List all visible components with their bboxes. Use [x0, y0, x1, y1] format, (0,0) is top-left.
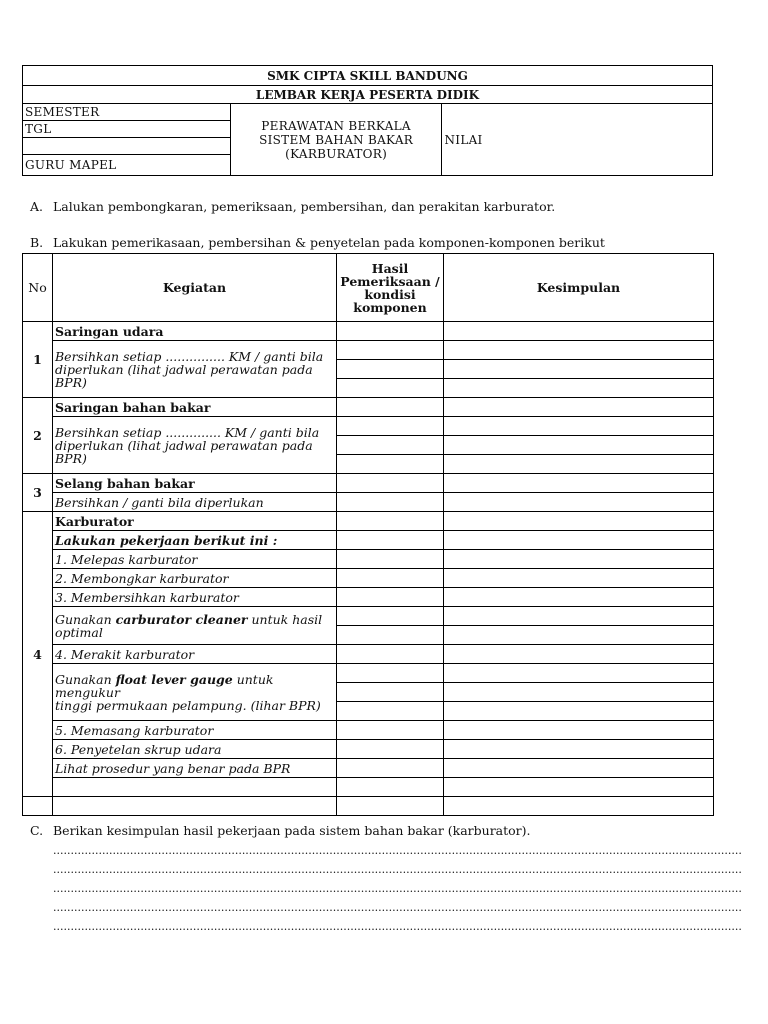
hasil-cell[interactable]	[337, 398, 444, 417]
kesimpulan-cell[interactable]	[444, 436, 714, 455]
hasil-cell[interactable]	[337, 474, 444, 493]
hasil-cell[interactable]	[337, 550, 444, 569]
guru-mapel-field[interactable]: GURU MAPEL	[23, 155, 231, 176]
section-c-letter: C.	[30, 823, 44, 838]
kesimpulan-cell[interactable]	[444, 417, 714, 436]
table-row	[23, 664, 714, 683]
col-header-hasil	[337, 254, 444, 322]
section-b-letter: B.	[30, 235, 44, 250]
hasil-cell[interactable]	[337, 360, 444, 379]
kesimpulan-cell[interactable]	[444, 474, 714, 493]
kesimpulan-cell[interactable]	[444, 379, 714, 398]
cleaner-note-pre: Gunakan	[55, 611, 116, 627]
kesimpulan-cell[interactable]	[444, 759, 714, 778]
col-hasil-line-3: kondisi	[364, 286, 416, 302]
cleaner-note-post: untuk hasil	[247, 611, 323, 627]
cleaner-note-bold: carburator cleaner	[115, 611, 248, 627]
section-b	[30, 235, 605, 250]
section-b-text: Lakukan pemerikasaan, pembersihan & penyetelan pada komponen-komponen berikut	[53, 235, 605, 250]
hasil-cell[interactable]	[337, 683, 444, 702]
hasil-cell[interactable]	[337, 702, 444, 721]
tgl-field[interactable]: TGL	[23, 121, 231, 138]
kesimpulan-cell[interactable]	[444, 797, 714, 816]
kesimpulan-cell[interactable]	[444, 664, 714, 683]
section-a-text: Lalukan pembongkaran, pemeriksaan, pembersihan, dan perakitan karburator.	[53, 199, 556, 214]
col-header-kesimpulan: Kesimpulan	[444, 254, 714, 322]
table-row	[23, 588, 714, 607]
activity-table	[22, 253, 714, 816]
kesimpulan-cell[interactable]	[444, 341, 714, 360]
row-number: 4	[23, 512, 53, 797]
blank-field[interactable]	[23, 138, 231, 155]
table-row	[23, 398, 714, 417]
col-hasil-line-2: Pemeriksaan /	[340, 273, 440, 289]
row-number: 1	[23, 322, 53, 398]
float-note-pre: Gunakan	[55, 671, 116, 687]
table-row	[23, 531, 714, 550]
table-header-row	[23, 254, 714, 322]
empty-cell[interactable]	[23, 797, 53, 816]
worksheet-title: LEMBAR KERJA PESERTA DIDIK	[23, 86, 713, 104]
step-item: 3. Membersihkan karburator	[53, 588, 337, 607]
item-description-line-1: Bersihkan setiap ............... KM / ganti bila	[55, 348, 324, 364]
kesimpulan-cell[interactable]	[444, 588, 714, 607]
row-number: 3	[23, 474, 53, 512]
table-row	[23, 474, 714, 493]
table-row	[23, 550, 714, 569]
col-header-no: No	[23, 254, 53, 322]
hasil-cell[interactable]	[337, 322, 444, 341]
table-row	[23, 721, 714, 740]
subject-line-3: (KARBURATOR)	[285, 146, 388, 161]
table-row	[23, 512, 714, 531]
kesimpulan-cell[interactable]	[444, 322, 714, 341]
kesimpulan-cell[interactable]	[444, 702, 714, 721]
float-note-post: untuk mengukur	[55, 671, 274, 700]
item-title: Saringan bahan bakar	[53, 398, 337, 417]
table-row	[23, 759, 714, 778]
hasil-cell[interactable]	[337, 341, 444, 360]
section-a-letter: A.	[30, 199, 44, 214]
item-description	[53, 417, 337, 474]
float-note-line-1	[55, 673, 334, 699]
hasil-cell[interactable]	[337, 626, 444, 645]
item-title: Selang bahan bakar	[53, 474, 337, 493]
answer-line[interactable]: .....................................................................................................................................................................................................	[53, 920, 742, 933]
kesimpulan-cell[interactable]	[444, 645, 714, 664]
section-c-text: Berikan kesimpulan hasil pekerjaan pada sistem bahan bakar (karburator).	[53, 823, 531, 838]
hasil-cell[interactable]	[337, 740, 444, 759]
hasil-cell[interactable]	[337, 588, 444, 607]
step-item: Lihat prosedur yang benar pada BPR	[53, 759, 337, 778]
table-row	[23, 778, 714, 797]
hasil-cell[interactable]	[337, 512, 444, 531]
float-gauge-note	[53, 664, 337, 721]
hasil-cell[interactable]	[337, 607, 444, 626]
kesimpulan-cell[interactable]	[444, 778, 714, 797]
item-title: Karburator	[53, 512, 337, 531]
step-item: 6. Penyetelan skrup udara	[53, 740, 337, 759]
row-number: 2	[23, 398, 53, 474]
step-item: 4. Merakit karburator	[53, 645, 337, 664]
school-name: SMK CIPTA SKILL BANDUNG	[23, 66, 713, 86]
answer-line[interactable]: .....................................................................................................................................................................................................	[53, 882, 742, 895]
table-row	[23, 645, 714, 664]
table-row	[23, 493, 714, 512]
hasil-cell[interactable]	[337, 797, 444, 816]
hasil-cell[interactable]	[337, 664, 444, 683]
col-header-kegiatan: Kegiatan	[53, 254, 337, 322]
kesimpulan-cell[interactable]	[444, 360, 714, 379]
cleaner-note-line-2: optimal	[55, 624, 103, 640]
item-instruction: Lakukan pekerjaan berikut ini :	[53, 531, 337, 550]
kesimpulan-cell[interactable]	[444, 531, 714, 550]
answer-line[interactable]: .....................................................................................................................................................................................................	[53, 863, 742, 876]
table-row	[23, 417, 714, 436]
table-row	[23, 341, 714, 360]
item-title: Saringan udara	[53, 322, 337, 341]
hasil-cell[interactable]	[337, 569, 444, 588]
section-a	[30, 199, 555, 214]
cleaner-note-line-1	[55, 613, 334, 626]
kesimpulan-cell[interactable]	[444, 398, 714, 417]
item-description-line-1: Bersihkan setiap .............. KM / ganti bila	[55, 424, 320, 440]
table-row	[23, 569, 714, 588]
table-row	[23, 740, 714, 759]
hasil-cell[interactable]	[337, 455, 444, 474]
col-hasil-line-1: Hasil	[371, 260, 409, 276]
item-description	[53, 341, 337, 398]
hasil-cell[interactable]	[337, 531, 444, 550]
float-note-bold: float lever gauge	[115, 671, 233, 687]
cleaner-note	[53, 607, 337, 645]
kesimpulan-cell[interactable]	[444, 512, 714, 531]
answer-line[interactable]: .....................................................................................................................................................................................................	[53, 901, 742, 914]
kesimpulan-cell[interactable]	[444, 550, 714, 569]
step-item: 2. Membongkar karburator	[53, 569, 337, 588]
col-hasil-line-4: komponen	[353, 299, 427, 315]
kesimpulan-cell[interactable]	[444, 569, 714, 588]
item-description: Bersihkan / ganti bila diperlukan	[53, 493, 337, 512]
hasil-cell[interactable]	[337, 645, 444, 664]
subject-line-2: SISTEM BAHAN BAKAR	[259, 132, 414, 147]
item-description-line-2: diperlukan (lihat jadwal perawatan pada BPR)	[55, 361, 313, 390]
subject-title	[230, 104, 442, 176]
answer-line[interactable]: .....................................................................................................................................................................................................	[53, 844, 742, 857]
hasil-cell[interactable]	[337, 778, 444, 797]
hasil-cell[interactable]	[337, 493, 444, 512]
subject-line-1: PERAWATAN BERKALA	[261, 118, 411, 133]
empty-cell	[53, 778, 337, 797]
step-item: 5. Memasang karburator	[53, 721, 337, 740]
float-note-line-2: tinggi permukaan pelampung. (lihar BPR)	[55, 697, 321, 713]
kesimpulan-cell[interactable]	[444, 455, 714, 474]
hasil-cell[interactable]	[337, 417, 444, 436]
nilai-field[interactable]: NILAI	[442, 104, 713, 176]
hasil-cell[interactable]	[337, 379, 444, 398]
kesimpulan-cell[interactable]	[444, 607, 714, 626]
table-row-empty	[23, 797, 714, 816]
section-c	[30, 823, 531, 838]
kesimpulan-cell[interactable]	[444, 493, 714, 512]
kesimpulan-cell[interactable]	[444, 683, 714, 702]
kesimpulan-cell[interactable]	[444, 721, 714, 740]
semester-field[interactable]: SEMESTER	[23, 104, 231, 121]
hasil-cell[interactable]	[337, 436, 444, 455]
step-item: 1. Melepas karburator	[53, 550, 337, 569]
hasil-cell[interactable]	[337, 721, 444, 740]
header-table	[22, 65, 713, 176]
table-row	[23, 322, 714, 341]
kesimpulan-cell[interactable]	[444, 740, 714, 759]
kesimpulan-cell[interactable]	[444, 626, 714, 645]
hasil-cell[interactable]	[337, 759, 444, 778]
table-row	[23, 607, 714, 626]
empty-cell[interactable]	[53, 797, 337, 816]
item-description-line-2: diperlukan (lihat jadwal perawatan pada BPR)	[55, 437, 313, 466]
